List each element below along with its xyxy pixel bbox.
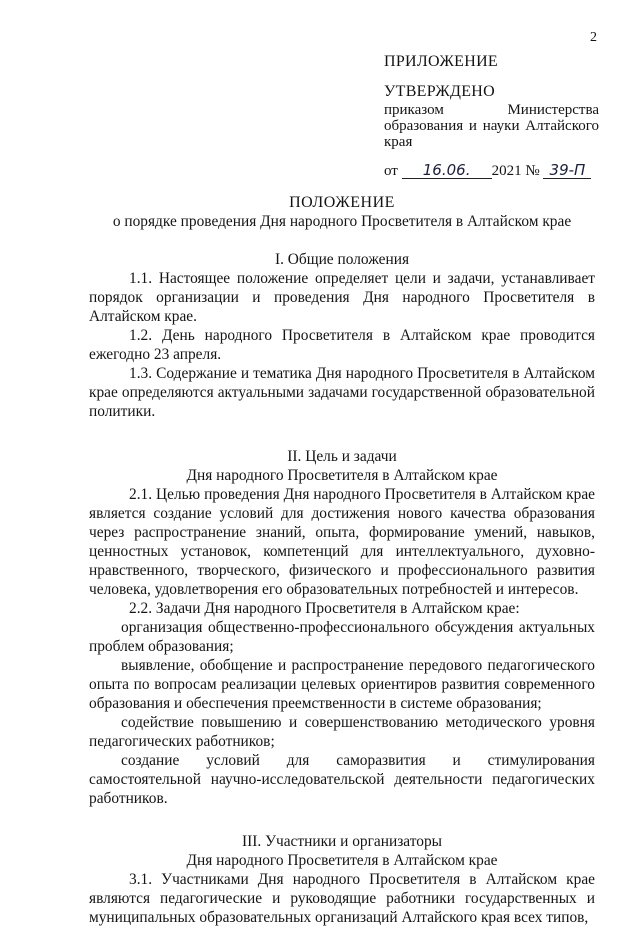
section-2-subtitle: Дня народного Просветителя в Алтайском крае bbox=[186, 467, 498, 484]
handwritten-date: 16.06. bbox=[402, 162, 492, 179]
page-number: 2 bbox=[590, 30, 597, 45]
section-3-title: III. Участники и организаторы bbox=[242, 833, 442, 850]
document-body bbox=[89, 193, 595, 927]
paragraph-2-1: 2.1. Целью проведения Дня народного Просветителя в Алтайском крае является создание условий для достижения нового качества образования через распространение знаний, опыта, формирование умений, навыков, ценностных установок, компетенций для интеллектуального, духовно-нравственного, творческого, физического и профессионального развития человека, удовлетворения его образовательных потребностей и интересов. bbox=[89, 486, 595, 598]
paragraph-1-1: 1.1. Настоящее положение определяет цели и задачи, устанавливает порядок организации и проведения Дня народного Просветителя в Алтайском крае. bbox=[89, 270, 595, 325]
order-line bbox=[384, 102, 599, 118]
task-item: создание условий для саморазвития и стимулирования самостоятельной научно-исследовательской деятельности педагогических работников. bbox=[89, 752, 595, 807]
document-title: ПОЛОЖЕНИЕ bbox=[289, 194, 395, 211]
section-2-title: II. Цель и задачи bbox=[287, 448, 397, 465]
section-3-subtitle: Дня народного Просветителя в Алтайском крае bbox=[186, 852, 498, 869]
appendix-label: ПРИЛОЖЕНИЕ bbox=[384, 53, 499, 70]
paragraph-1-2: 1.2. День народного Просветителя в Алтайском крае проводится ежегодно 23 апреля. bbox=[89, 327, 595, 363]
approved-label: УТВЕРЖДЕНО bbox=[384, 83, 496, 100]
order-word: приказом bbox=[384, 102, 444, 118]
order-rest: образования и науки Алтайского края bbox=[384, 118, 599, 150]
section-1-title: I. Общие положения bbox=[274, 251, 410, 268]
date-line bbox=[384, 162, 599, 179]
date-prefix: от bbox=[384, 163, 398, 179]
approval-block bbox=[384, 54, 599, 179]
paragraph-2-2: 2.2. Задачи Дня народного Просветителя в Алтайском крае: bbox=[129, 600, 520, 617]
paragraph-3-1: 3.1. Участниками Дня народного Просветителя в Алтайском крае являются педагогические и руководящие работники государственных и муниципальных образовательных организаций Алтайского края всех типов, bbox=[89, 871, 595, 926]
order-reference bbox=[384, 102, 599, 150]
task-item: выявление, обобщение и распространение передового педагогического опыта по вопросам реализации целевых ориентиров развития современного образования и обеспечения преемственности в системе образования; bbox=[89, 657, 595, 712]
year-label: 2021 № bbox=[491, 163, 540, 179]
paragraph-1-3: 1.3. Содержание и тематика Дня народного Просветителя в Алтайском крае определяются актуальными задачами государственной образовательной политики. bbox=[89, 365, 595, 420]
task-item: содействие повышению и совершенствованию методического уровня педагогических работников; bbox=[89, 714, 595, 750]
ministry-word: Министерства bbox=[507, 102, 599, 118]
handwritten-order-number: 39-П bbox=[543, 162, 591, 179]
document-subtitle: о порядке проведения Дня народного Просветителя в Алтайском крае bbox=[112, 213, 572, 230]
task-item: организация общественно-профессионального обсуждения актуальных проблем образования; bbox=[89, 619, 595, 655]
